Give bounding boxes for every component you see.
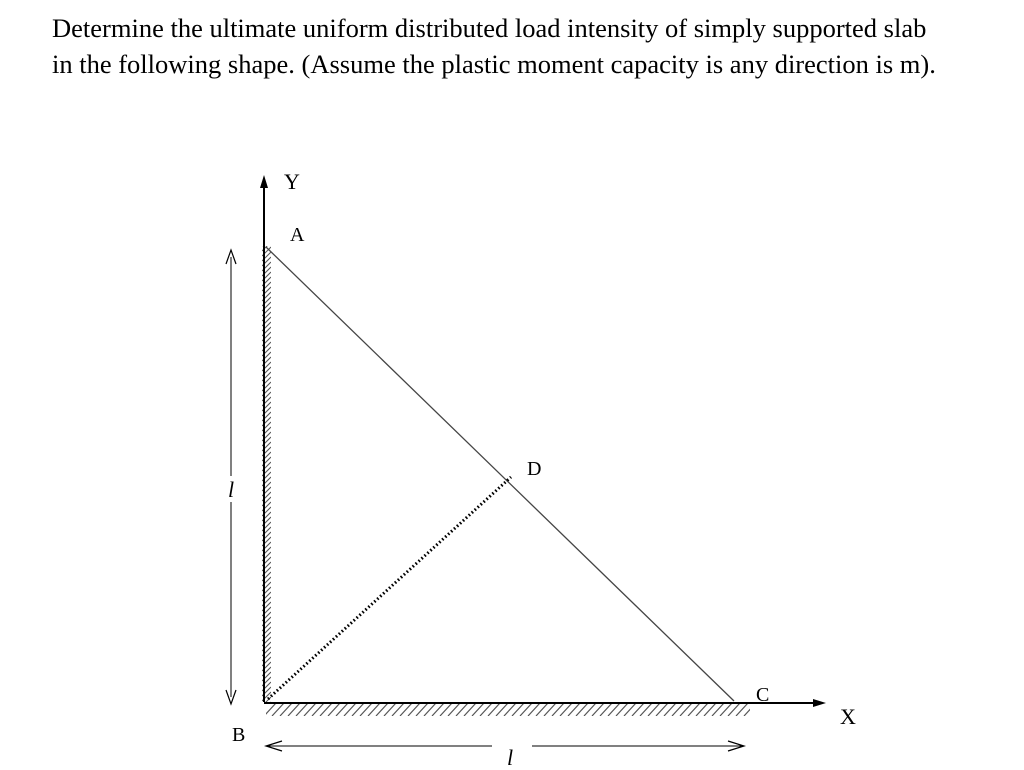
- problem-statement-line-1: Determine the ultimate uniform distributed load intensity of simply supported slab: [52, 13, 927, 43]
- horizontal-dimension-label: l: [507, 745, 514, 770]
- x-axis-arrowhead: [813, 699, 826, 707]
- point-label-b: B: [232, 724, 246, 746]
- x-axis-label: X: [840, 704, 856, 729]
- edge-ac: [266, 247, 734, 701]
- y-axis-arrowhead: [260, 175, 268, 188]
- bottom-support-hatching: [264, 703, 764, 716]
- yield-line-bd: [268, 477, 511, 699]
- problem-statement-line-2: in the following shape. (Assume the plastic moment capacity is any direction is m).: [52, 49, 936, 79]
- point-label-c: C: [756, 684, 770, 706]
- y-axis-label: Y: [284, 169, 300, 194]
- point-label-a: A: [290, 224, 305, 246]
- vertical-dimension-label: l: [228, 477, 235, 502]
- point-label-d: D: [527, 458, 542, 480]
